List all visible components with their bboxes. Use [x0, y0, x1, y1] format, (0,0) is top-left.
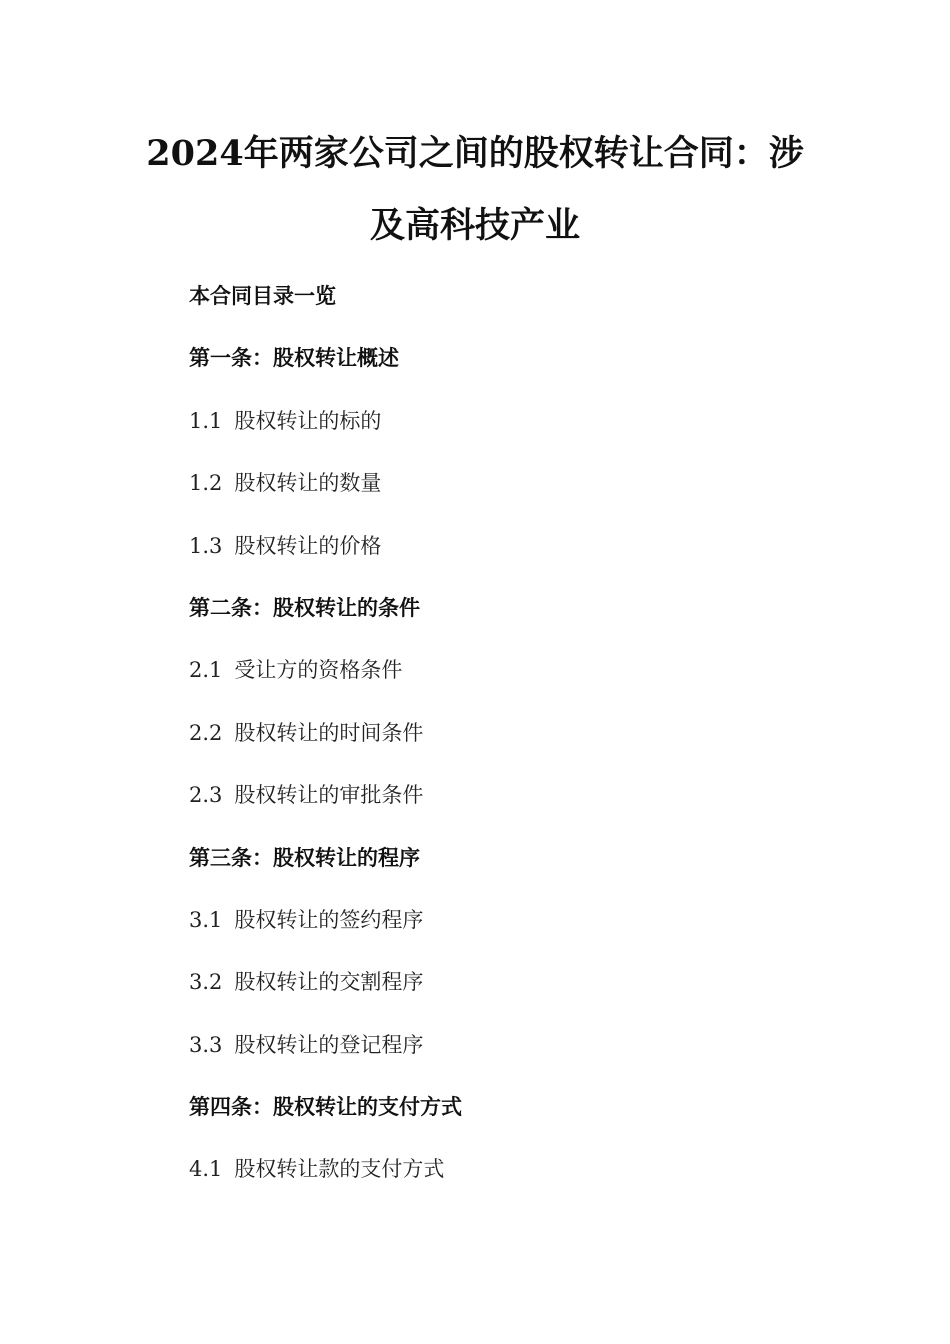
toc-item	[189, 654, 829, 716]
toc-item-number: 2.2	[189, 720, 223, 745]
toc-item	[189, 966, 829, 1028]
document-title-line-1: 2024年两家公司之间的股权转让合同：涉	[146, 133, 804, 174]
toc-section-heading	[189, 342, 829, 404]
toc-item-text: 股权转让的签约程序	[234, 907, 424, 932]
toc-item-text: 股权转让的登记程序	[234, 1032, 424, 1057]
toc-item-number: 1.2	[189, 471, 223, 496]
toc-section-heading	[189, 592, 829, 654]
toc-heading-text: 本合同目录一览	[189, 283, 336, 308]
table-of-contents	[189, 280, 829, 1216]
toc-item	[189, 779, 829, 841]
toc-item-text: 股权转让的审批条件	[234, 783, 424, 808]
toc-item	[189, 467, 829, 529]
document-title-line-2: 及高科技产业	[369, 205, 580, 246]
toc-section-text: 第一条：股权转让概述	[189, 345, 399, 371]
toc-item	[189, 717, 829, 779]
toc-item-number: 1.3	[189, 533, 223, 558]
toc-item-number: 1.1	[189, 408, 223, 433]
toc-item-text: 受让方的资格条件	[234, 658, 403, 683]
toc-heading	[189, 280, 829, 342]
toc-item	[189, 530, 829, 592]
toc-item-number: 2.1	[189, 658, 223, 683]
toc-item-text: 股权转让的数量	[234, 471, 382, 496]
toc-item-number: 2.3	[189, 783, 223, 808]
toc-item	[189, 1153, 829, 1215]
toc-item-number: 3.3	[189, 1032, 223, 1057]
toc-item	[189, 904, 829, 966]
toc-section-heading	[189, 842, 829, 904]
toc-item-text: 股权转让款的支付方式	[234, 1157, 445, 1182]
toc-item-text: 股权转让的标的	[234, 408, 382, 433]
toc-section-heading	[189, 1091, 829, 1153]
toc-item-text: 股权转让的时间条件	[234, 720, 424, 745]
toc-section-text: 第四条：股权转让的支付方式	[189, 1094, 462, 1120]
toc-item	[189, 1029, 829, 1091]
toc-item-text: 股权转让的价格	[234, 533, 382, 558]
toc-item-number: 4.1	[189, 1157, 223, 1182]
toc-section-text: 第二条：股权转让的条件	[189, 594, 420, 620]
toc-item	[189, 405, 829, 467]
toc-item-number: 3.2	[189, 970, 223, 995]
toc-section-text: 第三条：股权转让的程序	[189, 844, 420, 870]
toc-item-text: 股权转让的交割程序	[234, 970, 424, 995]
toc-item-number: 3.1	[189, 907, 223, 932]
